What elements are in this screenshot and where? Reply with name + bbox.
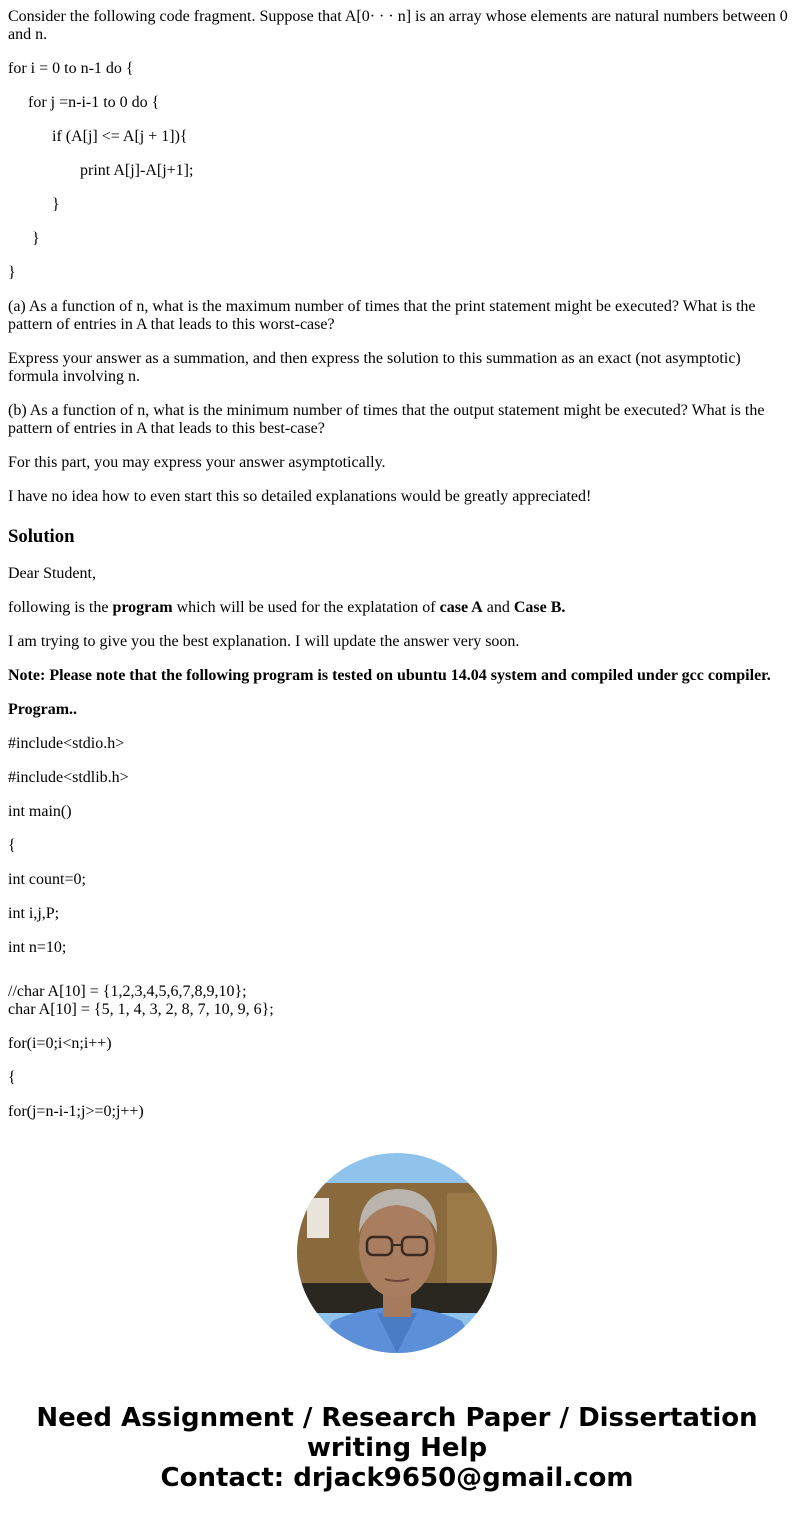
code-line: } [52,196,60,213]
question-intro: Consider the following code fragment. Suppose that A[0· · · n] is an array whose elements are natural numbers between 0 and n. [8,8,788,43]
program-line: int main() [8,803,72,820]
question-part-b-note: For this part, you may express your answer asymptotically. [8,454,386,471]
promo-line: writing Help [306,1433,488,1463]
question-part-a: (a) As a function of n, what is the maximum number of times that the print statement might be executed? What is the pattern of entries in A that leads to this worst-case? [8,298,756,333]
solution-greeting: Dear Student, [8,565,96,582]
code-line: print A[j]-A[j+1]; [80,162,194,179]
text: and [482,599,514,616]
bold-case-b: Case B. [513,599,566,616]
text: which will be used for the explatation of [172,599,440,616]
question-part-b: (b) As a function of n, what is the minimum number of times that the output statement might be executed? What is the pattern of entries in A that leads to this best-case? [8,402,765,437]
text: following is the [8,599,113,616]
program-line: for(i=0;i<n;i++) [8,1035,112,1052]
array-comment: //char A[10] = {1,2,3,4,5,6,7,8,9,10}; [8,983,247,1000]
solution-update-line: I am trying to give you the best explanation. I will update the answer very soon. [8,633,520,650]
question-plea: I have no idea how to even start this so detailed explanations would be greatly appreciated! [8,488,592,505]
program-line: int n=10; [8,939,67,956]
code-line: for j =n-i-1 to 0 do { [28,94,160,111]
solution-heading: Solution [8,526,75,547]
note-text: Note: Please note that the following program is tested on ubuntu 14.04 system and compiled under gcc compiler. [8,667,771,684]
program-line: { [8,1069,16,1086]
solution-note [8,667,788,685]
program-label [8,701,788,719]
bold-program: program [112,599,173,616]
code-line: } [32,230,40,247]
author-photo-icon [297,1153,497,1353]
program-line: { [8,837,16,854]
author-avatar [297,1153,497,1353]
bold-case-a: case A [439,599,483,616]
program-line: int i,j,P; [8,905,60,922]
promo-contact: Contact: drjack9650@gmail.com [160,1463,634,1493]
program-label-text: Program.. [8,701,78,718]
code-line: if (A[j] <= A[j + 1]){ [52,128,188,145]
program-line: for(j=n-i-1;j>=0;j++) [8,1103,144,1120]
code-line: } [8,264,16,281]
promo-line: Need Assignment / Research Paper / Dissertation [36,1403,758,1433]
program-line: #include<stdio.h> [8,735,125,752]
code-line: for i = 0 to n-1 do { [8,60,134,77]
question-part-a-note: Express your answer as a summation, and then express the solution to this summation as an exact (not asymptotic) formula involving n. [8,350,741,385]
array-declaration: char A[10] = {5, 1, 4, 3, 2, 8, 7, 10, 9, 6}; [8,1001,274,1018]
document-content [8,0,788,1122]
program-line: #include<stdlib.h> [8,769,129,786]
solution-intro-line [8,599,788,617]
program-line: int count=0; [8,871,86,888]
promo-banner [0,1403,794,1493]
